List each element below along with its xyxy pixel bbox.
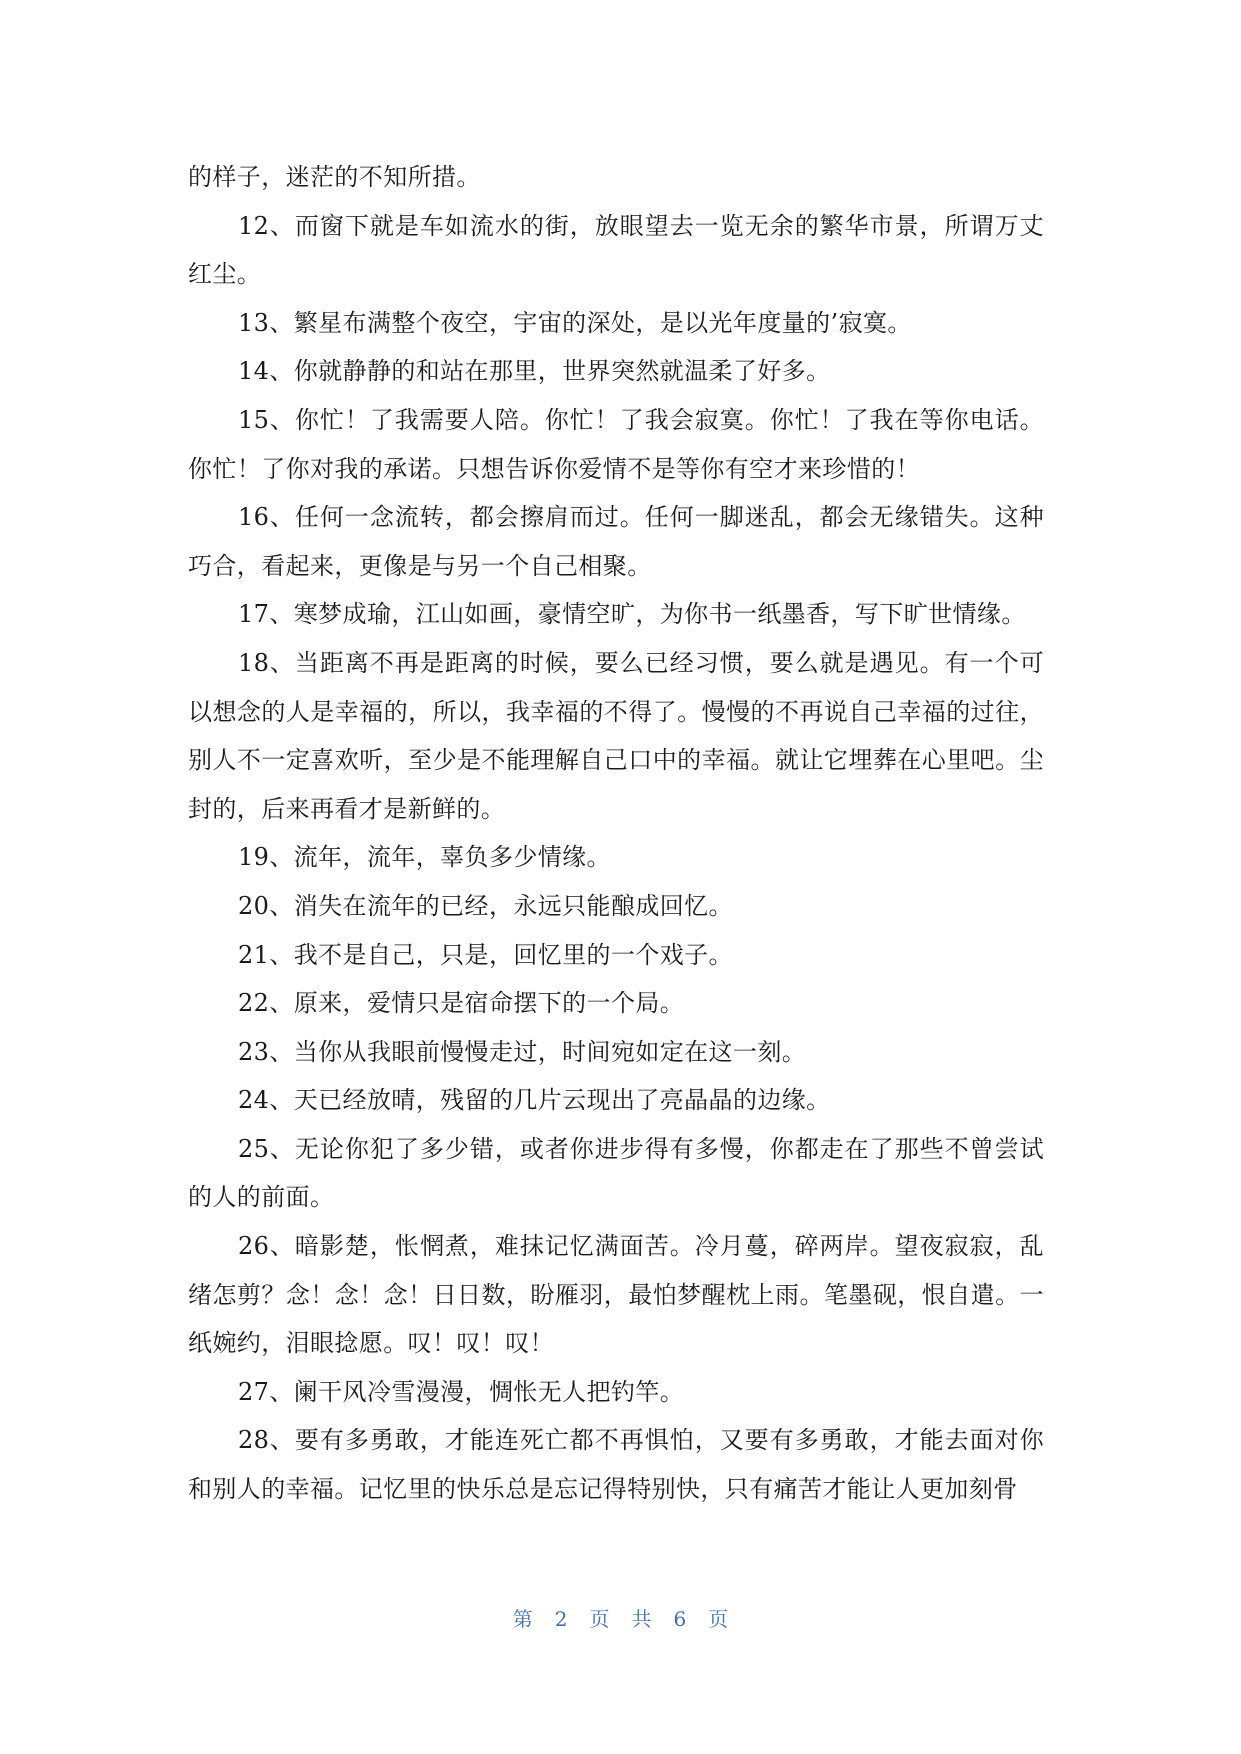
paragraph-12: 23、当你从我眼前慢慢走过，时间宛如定在这一刻。 [238,1037,807,1066]
body-text [188,153,1044,1514]
page-footer [0,1603,1241,1632]
paragraph-0: 的样子，迷茫的不知所措。 [188,163,481,191]
footer-total-pages: 6 [673,1607,687,1631]
paragraph-7: 18、当距离不再是距离的时候，要么已经习惯，要么就是遇见。有一个可以想念的人是幸福的，所以，我幸福的不得了。慢慢的不再说自己幸福的过往，别人不一定喜欢听，至少是不能理解自己口中的幸福。就让它埋葬在心里吧。尘封的，后来再看才是新鲜的。 [188,648,1044,823]
paragraph-1: 12、而窗下就是车如流水的街，放眼望去一览无余的繁华市景，所谓万丈红尘。 [188,211,1044,289]
paragraph-4: 15、你忙！了我需要人陪。你忙！了我会寂寞。你忙！了我在等你电话。你忙！了你对我的承诺。只想告诉你爱情不是等你有空才来珍惜的！ [188,405,1044,483]
paragraph-10: 21、我不是自己，只是，回忆里的一个戏子。 [238,940,733,969]
paragraph-6: 17、寒梦成瑜，江山如画，豪情空旷，为你书一纸墨香，写下旷世情缘。 [238,600,1026,629]
paragraph-9: 20、消失在流年的已经，永远只能酿成回忆。 [238,891,733,920]
paragraph-17: 28、要有多勇敢，才能连死亡都不再惧怕，又要有多勇敢，才能去面对你和别人的幸福。记忆里的快乐总是忘记得特别快，只有痛苦才能让人更加刻骨 [188,1426,1044,1504]
paragraph-14: 25、无论你犯了多少错，或者你进步得有多慢，你都走在了那些不曾尝试的人的前面。 [188,1134,1044,1212]
footer-ye-2: 页 [708,1607,729,1631]
paragraph-15: 26、暗影楚，怅惘煮，难抹记忆满面苦。冷月蔓，碎两岸。望夜寂寂，乱绪怎剪？念！念！念！日日数，盼雁羽，最怕梦醒枕上雨。笔墨砚，恨自遣。一纸婉约，泪眼捻愿。叹！叹！叹！ [188,1232,1044,1358]
footer-ye: 页 [589,1607,610,1631]
paragraph-2: 13、繁星布满整个夜空，宇宙的深处，是以光年度量的’寂寞。 [238,308,912,337]
footer-di: 第 [512,1607,533,1631]
footer-gong: 共 [631,1607,652,1631]
paragraph-8: 19、流年，流年，辜负多少情缘。 [238,843,611,872]
paragraph-3: 14、你就静静的和站在那里，世界突然就温柔了好多。 [238,357,831,386]
paragraph-11: 22、原来，爱情只是宿命摆下的一个局。 [238,989,685,1018]
paragraph-5: 16、任何一念流转，都会擦肩而过。任何一脚迷乱，都会无缘错失。这种巧合，看起来，更像是与另一个自己相聚。 [188,503,1044,580]
paragraph-16: 27、阑干风冷雪漫漫，惆怅无人把钓竿。 [238,1377,685,1406]
footer-current-page: 2 [554,1607,568,1631]
paragraph-13: 24、天已经放晴，残留的几片云现出了亮晶晶的边缘。 [238,1086,831,1115]
